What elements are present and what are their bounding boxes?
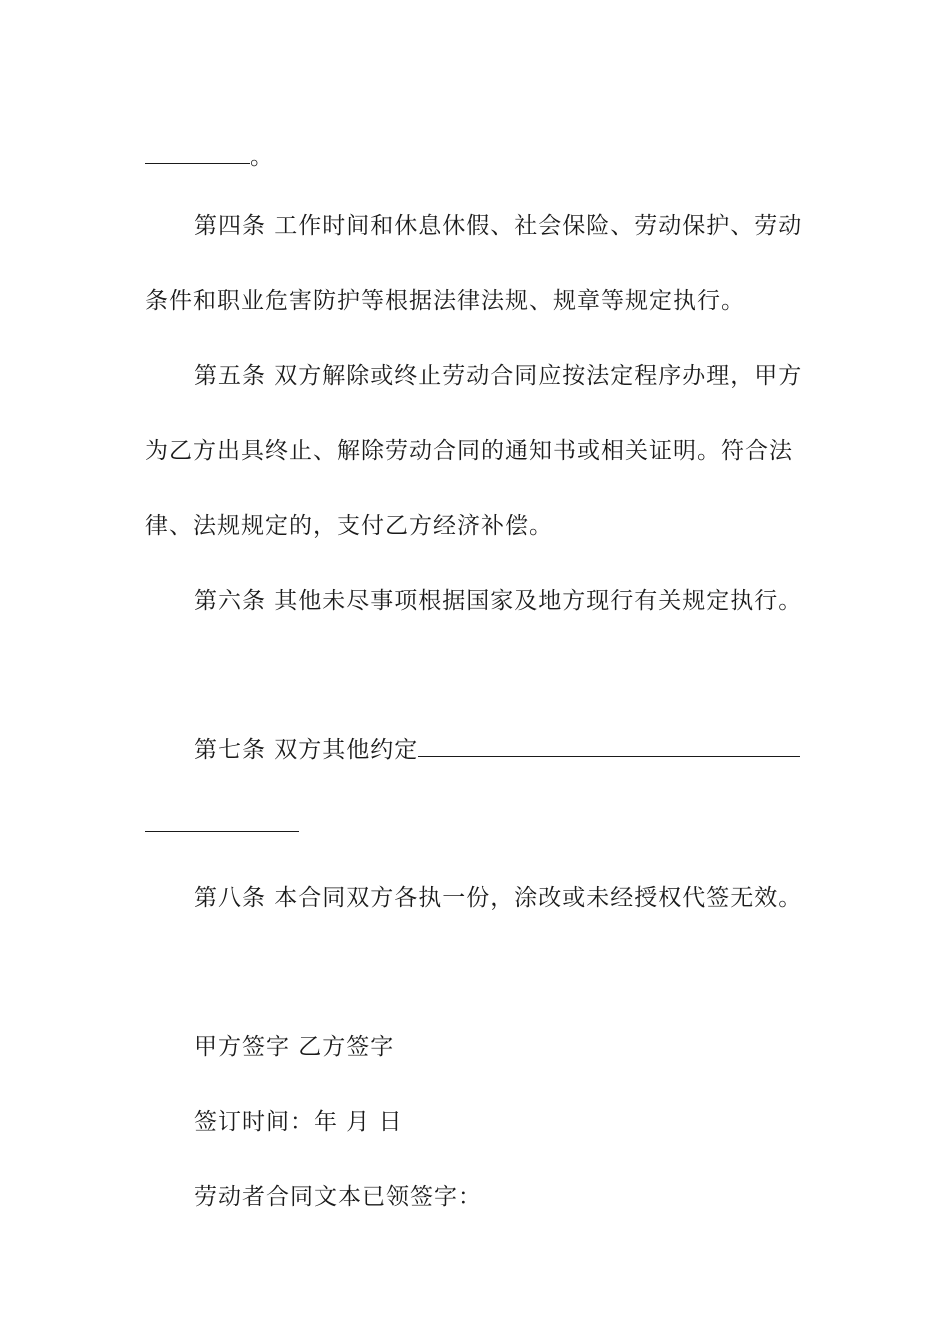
fill-line-continuation <box>145 141 274 172</box>
article-5-line-2: 为乙方出具终止、解除劳动合同的通知书或相关证明。符合法 <box>145 438 793 464</box>
signing-date: 签订时间：年 月 日 <box>194 1109 403 1135</box>
article-7-line <box>194 734 800 765</box>
worker-receipt: 劳动者合同文本已领签字： <box>194 1184 482 1210</box>
article-5-line-3: 律、法规规定的，支付乙方经济补偿。 <box>145 513 553 539</box>
article-7-text: 第七条 双方其他约定 <box>194 737 419 763</box>
period-mark: 。 <box>250 144 274 170</box>
article-7-blank-continued[interactable] <box>145 809 299 832</box>
article-8: 第八条 本合同双方各执一份，涂改或未经授权代签无效。 <box>194 885 803 911</box>
article-4-line-2: 条件和职业危害防护等根据法律法规、规章等规定执行。 <box>145 288 745 314</box>
fill-blank[interactable] <box>145 141 250 164</box>
article-4-line-1: 第四条 工作时间和休息休假、社会保险、劳动保护、劳动 <box>194 213 803 239</box>
signature-labels: 甲方签字 乙方签字 <box>194 1034 395 1060</box>
article-5-line-1: 第五条 双方解除或终止劳动合同应按法定程序办理，甲方 <box>194 363 803 389</box>
article-7-blank[interactable] <box>418 734 800 757</box>
article-6: 第六条 其他未尽事项根据国家及地方现行有关规定执行。 <box>194 588 803 614</box>
article-7-continuation <box>145 809 299 840</box>
